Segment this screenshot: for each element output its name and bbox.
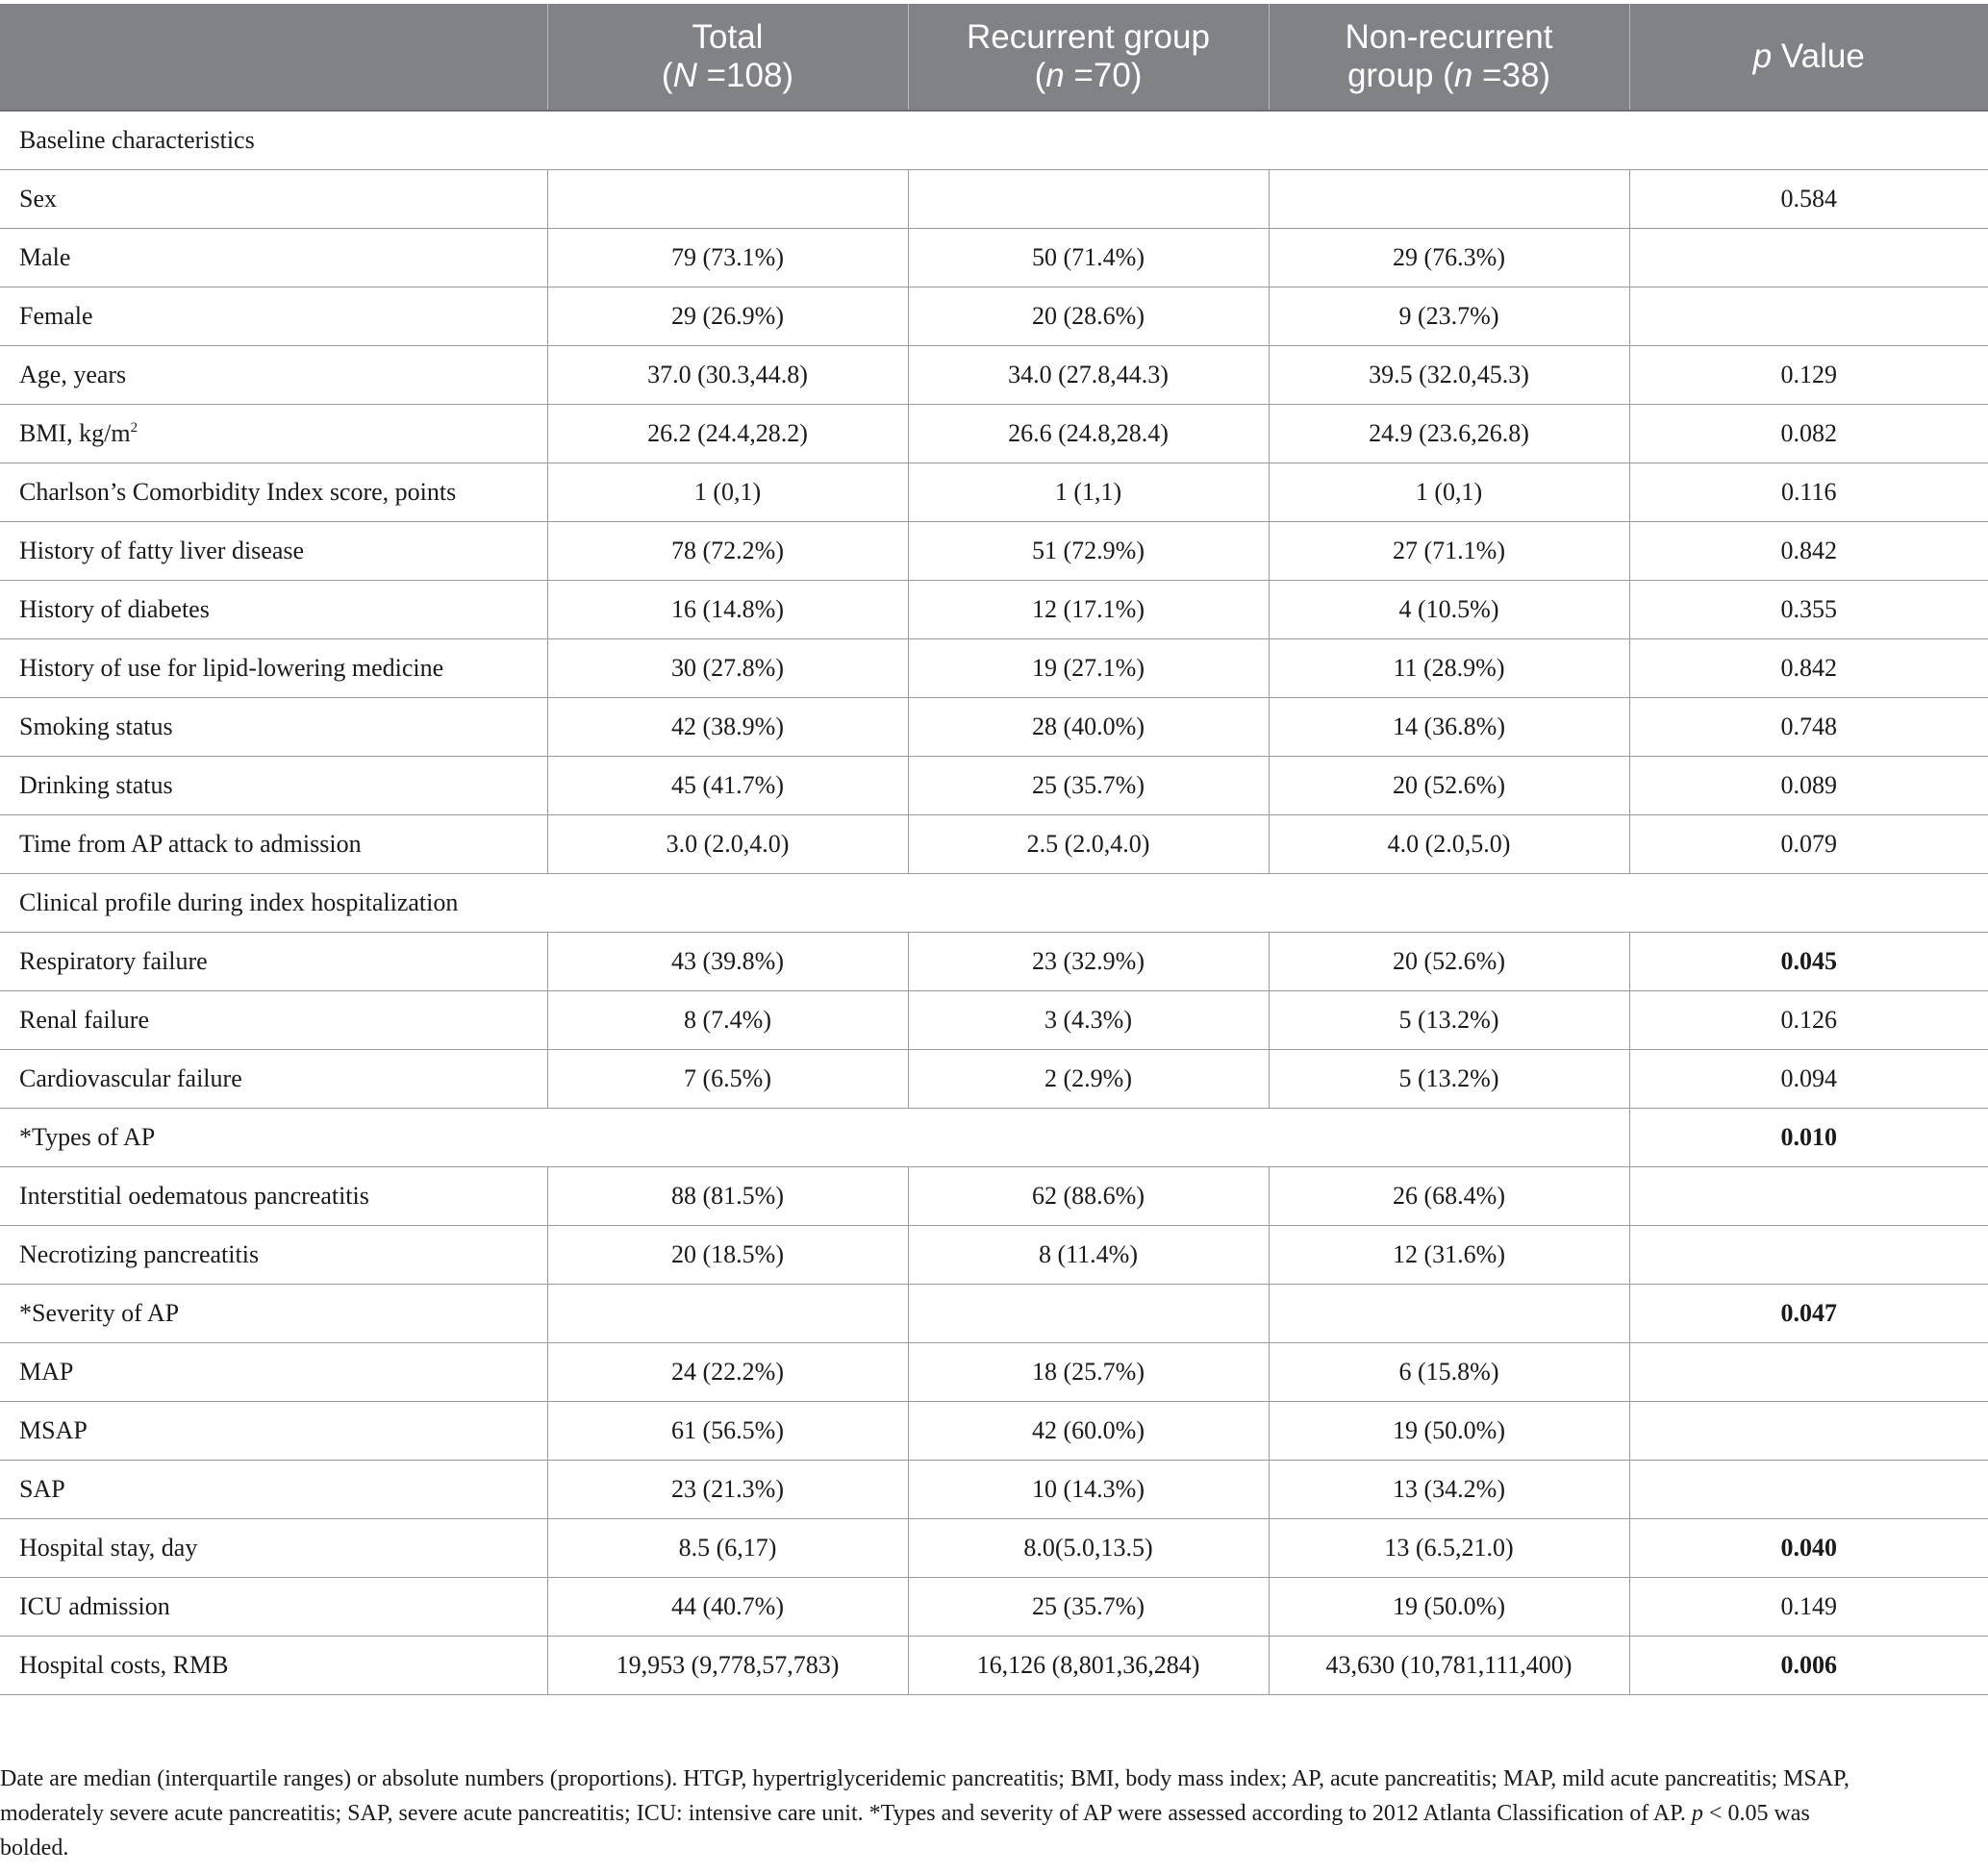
table-row [0, 1519, 1988, 1578]
cell-p-value: 0.584 [1629, 170, 1988, 229]
cell-recurrent: 8.0(5.0,13.5) [908, 1519, 1269, 1578]
cell-recurrent: 23 (32.9%) [908, 933, 1269, 991]
cell-p-value: 0.094 [1629, 1050, 1988, 1109]
cell-recurrent [908, 170, 1269, 229]
cell-nonrecurrent: 19 (50.0%) [1269, 1578, 1629, 1637]
table-row [0, 1637, 1988, 1695]
header-nonrecurrent-group: group ( [1346, 57, 1454, 94]
header-p-italic: p [1752, 38, 1773, 75]
header-row [0, 4, 1988, 111]
cell-nonrecurrent: 43,630 (10,781,111,400) [1269, 1637, 1629, 1695]
cell-p-value: 0.047 [1629, 1285, 1988, 1343]
cell-p-value: 0.748 [1629, 698, 1988, 757]
cell-recurrent: 10 (14.3%) [908, 1461, 1269, 1519]
table-row [0, 581, 1988, 639]
row-label: Hospital stay, day [0, 1519, 547, 1578]
cell-nonrecurrent: 13 (34.2%) [1269, 1461, 1629, 1519]
cell-total: 26.2 (24.4,28.2) [547, 405, 908, 463]
cell-p-value: 0.045 [1629, 933, 1988, 991]
cell-total: 88 (81.5%) [547, 1167, 908, 1226]
cell-nonrecurrent: 24.9 (23.6,26.8) [1269, 405, 1629, 463]
cell-recurrent: 2.5 (2.0,4.0) [908, 815, 1269, 874]
cell-p-value: 0.355 [1629, 581, 1988, 639]
header-total [547, 4, 908, 111]
header-recurrent [908, 4, 1269, 111]
cell-nonrecurrent: 6 (15.8%) [1269, 1343, 1629, 1402]
row-label: MSAP [0, 1402, 547, 1461]
cell-total: 19,953 (9,778,57,783) [547, 1637, 908, 1695]
header-nonrecurrent [1269, 4, 1629, 111]
row-label: Drinking status [0, 757, 547, 815]
row-label: Female [0, 288, 547, 346]
cell-p-value [1629, 1461, 1988, 1519]
cell-recurrent: 8 (11.4%) [908, 1226, 1269, 1285]
header-nonrecurrent-line1: Non-recurrent [1345, 18, 1553, 56]
table-row [0, 757, 1988, 815]
cell-total [547, 170, 908, 229]
cell-nonrecurrent: 12 (31.6%) [1269, 1226, 1629, 1285]
cell-total: 8 (7.4%) [547, 991, 908, 1050]
cell-nonrecurrent: 4.0 (2.0,5.0) [1269, 815, 1629, 874]
section-row-clinical [0, 874, 1988, 933]
cell-nonrecurrent [1269, 1285, 1629, 1343]
table-row [0, 463, 1988, 522]
table-row [0, 522, 1988, 581]
cell-nonrecurrent: 39.5 (32.0,45.3) [1269, 346, 1629, 405]
footnote-p-italic: p [1691, 1801, 1703, 1826]
cell-total: 61 (56.5%) [547, 1402, 908, 1461]
row-label: MAP [0, 1343, 547, 1402]
row-label: Smoking status [0, 698, 547, 757]
cell-nonrecurrent: 4 (10.5%) [1269, 581, 1629, 639]
cell-p-value: 0.082 [1629, 405, 1988, 463]
row-label: History of fatty liver disease [0, 522, 547, 581]
cell-nonrecurrent: 11 (28.9%) [1269, 639, 1629, 698]
table-body [0, 111, 1988, 1695]
cell-p-value: 0.129 [1629, 346, 1988, 405]
table-row [0, 1285, 1988, 1343]
cell-nonrecurrent: 29 (76.3%) [1269, 229, 1629, 288]
cell-nonrecurrent: 20 (52.6%) [1269, 933, 1629, 991]
section-title: Baseline characteristics [0, 111, 1988, 170]
cell-recurrent: 12 (17.1%) [908, 581, 1269, 639]
row-label: Necrotizing pancreatitis [0, 1226, 547, 1285]
row-label: Renal failure [0, 991, 547, 1050]
cell-p-value: 0.842 [1629, 522, 1988, 581]
table-header [0, 4, 1988, 111]
table-row [0, 229, 1988, 288]
header-recurrent-line1: Recurrent group [967, 18, 1210, 56]
table-row [0, 170, 1988, 229]
table-row [0, 1402, 1988, 1461]
footnote-text: Date are median (interquartile ranges) or absolute numbers (proportions). HTGP, hypertriglyceridemic pancreatitis; BMI, body mass index; AP, acute pancreatitis; MAP, mild acute pancreatitis; MSAP, moderately severe acute pancreatitis; SAP, severe acute pancreatitis; ICU: intensive care unit. *Types and severity of AP were assessed according to 2012 Atlanta Classification of AP. [0, 1766, 1850, 1826]
row-label: *Types of AP [0, 1109, 1629, 1167]
row-label: Time from AP attack to admission [0, 815, 547, 874]
cell-nonrecurrent: 20 (52.6%) [1269, 757, 1629, 815]
cell-recurrent: 51 (72.9%) [908, 522, 1269, 581]
cell-nonrecurrent [1269, 170, 1629, 229]
table-row [0, 639, 1988, 698]
section-row-baseline [0, 111, 1988, 170]
header-nonrecurrent-n: n [1453, 57, 1473, 94]
row-label: Respiratory failure [0, 933, 547, 991]
row-label: History of diabetes [0, 581, 547, 639]
table-row [0, 346, 1988, 405]
row-label: Age, years [0, 346, 547, 405]
cell-recurrent: 34.0 (27.8,44.3) [908, 346, 1269, 405]
cell-nonrecurrent: 5 (13.2%) [1269, 1050, 1629, 1109]
table-row [0, 1578, 1988, 1637]
table-row [0, 405, 1988, 463]
cell-recurrent: 28 (40.0%) [908, 698, 1269, 757]
cell-total: 1 (0,1) [547, 463, 908, 522]
header-recurrent-n: n [1045, 57, 1065, 94]
table-row [0, 1343, 1988, 1402]
row-label: Male [0, 229, 547, 288]
cell-recurrent: 42 (60.0%) [908, 1402, 1269, 1461]
row-label: Interstitial oedematous pancreatitis [0, 1167, 547, 1226]
row-label: *Severity of AP [0, 1285, 547, 1343]
cell-nonrecurrent: 14 (36.8%) [1269, 698, 1629, 757]
table-row [0, 815, 1988, 874]
cell-total: 20 (18.5%) [547, 1226, 908, 1285]
header-recurrent-line2: (n =70) [1034, 57, 1143, 94]
table-row [0, 933, 1988, 991]
cell-recurrent: 19 (27.1%) [908, 639, 1269, 698]
cell-recurrent: 2 (2.9%) [908, 1050, 1269, 1109]
cell-p-value [1629, 1343, 1988, 1402]
cell-p-value: 0.089 [1629, 757, 1988, 815]
header-recurrent-count: =70) [1064, 57, 1143, 94]
cell-total: 23 (21.3%) [547, 1461, 908, 1519]
results-table-container [0, 4, 1988, 1695]
cell-p-value: 0.040 [1629, 1519, 1988, 1578]
cell-recurrent [908, 1285, 1269, 1343]
cell-p-value: 0.010 [1629, 1109, 1988, 1167]
header-total-line2: (N =108) [661, 57, 794, 94]
cell-total [547, 1285, 908, 1343]
cell-total: 37.0 (30.3,44.8) [547, 346, 908, 405]
cell-recurrent: 20 (28.6%) [908, 288, 1269, 346]
table-row [0, 288, 1988, 346]
cell-nonrecurrent: 9 (23.7%) [1269, 288, 1629, 346]
header-p-rest: Value [1772, 38, 1865, 75]
cell-total: 8.5 (6,17) [547, 1519, 908, 1578]
table-footnote [0, 1762, 1875, 1865]
cell-total: 44 (40.7%) [547, 1578, 908, 1637]
cell-recurrent: 16,126 (8,801,36,284) [908, 1637, 1269, 1695]
cell-recurrent: 26.6 (24.8,28.4) [908, 405, 1269, 463]
cell-nonrecurrent: 27 (71.1%) [1269, 522, 1629, 581]
header-total-n: N [672, 57, 697, 94]
cell-recurrent: 25 (35.7%) [908, 757, 1269, 815]
table-row [0, 1167, 1988, 1226]
cell-total: 43 (39.8%) [547, 933, 908, 991]
cell-total: 42 (38.9%) [547, 698, 908, 757]
cell-recurrent: 3 (4.3%) [908, 991, 1269, 1050]
row-label [0, 405, 547, 463]
cell-total: 79 (73.1%) [547, 229, 908, 288]
cell-p-value: 0.842 [1629, 639, 1988, 698]
row-label: Sex [0, 170, 547, 229]
cell-nonrecurrent: 5 (13.2%) [1269, 991, 1629, 1050]
cell-total: 16 (14.8%) [547, 581, 908, 639]
cell-total: 29 (26.9%) [547, 288, 908, 346]
cell-recurrent: 50 (71.4%) [908, 229, 1269, 288]
cell-nonrecurrent: 13 (6.5,21.0) [1269, 1519, 1629, 1578]
table-row [0, 1050, 1988, 1109]
table-row [0, 1226, 1988, 1285]
row-label: SAP [0, 1461, 547, 1519]
cell-total: 78 (72.2%) [547, 522, 908, 581]
row-label: ICU admission [0, 1578, 547, 1637]
cell-nonrecurrent: 1 (0,1) [1269, 463, 1629, 522]
row-label-superscript: 2 [130, 420, 138, 436]
cell-p-value [1629, 229, 1988, 288]
table-row [0, 991, 1988, 1050]
header-nonrecurrent-line2 [1279, 57, 1620, 95]
cell-nonrecurrent: 26 (68.4%) [1269, 1167, 1629, 1226]
cell-p-value [1629, 1167, 1988, 1226]
header-nonrecurrent-count: =38) [1472, 57, 1551, 94]
table-row [0, 698, 1988, 757]
header-p-value [1629, 4, 1988, 111]
section-title: Clinical profile during index hospitalization [0, 874, 1988, 933]
row-label: Cardiovascular failure [0, 1050, 547, 1109]
cell-p-value [1629, 288, 1988, 346]
cell-total: 3.0 (2.0,4.0) [547, 815, 908, 874]
cell-total: 30 (27.8%) [547, 639, 908, 698]
cell-recurrent: 62 (88.6%) [908, 1167, 1269, 1226]
row-label-text: BMI, kg/m [19, 419, 131, 447]
table-row [0, 1461, 1988, 1519]
cell-recurrent: 18 (25.7%) [908, 1343, 1269, 1402]
cell-recurrent: 25 (35.7%) [908, 1578, 1269, 1637]
results-table [0, 4, 1988, 1695]
cell-recurrent: 1 (1,1) [908, 463, 1269, 522]
cell-total: 45 (41.7%) [547, 757, 908, 815]
cell-p-value: 0.006 [1629, 1637, 1988, 1695]
cell-total: 24 (22.2%) [547, 1343, 908, 1402]
cell-p-value: 0.079 [1629, 815, 1988, 874]
footnote-p-rest: < 0.05 was bolded. [0, 1801, 1810, 1861]
row-label: Charlson’s Comorbidity Index score, points [0, 463, 547, 522]
row-label: Hospital costs, RMB [0, 1637, 547, 1695]
cell-p-value: 0.149 [1629, 1578, 1988, 1637]
cell-p-value [1629, 1402, 1988, 1461]
header-variable [0, 4, 547, 111]
row-label: History of use for lipid-lowering medicine [0, 639, 547, 698]
table-row [0, 1109, 1988, 1167]
cell-p-value: 0.116 [1629, 463, 1988, 522]
cell-nonrecurrent: 19 (50.0%) [1269, 1402, 1629, 1461]
cell-p-value: 0.126 [1629, 991, 1988, 1050]
header-total-line1: Total [692, 18, 764, 56]
header-total-count: =108) [696, 57, 794, 94]
cell-total: 7 (6.5%) [547, 1050, 908, 1109]
cell-p-value [1629, 1226, 1988, 1285]
